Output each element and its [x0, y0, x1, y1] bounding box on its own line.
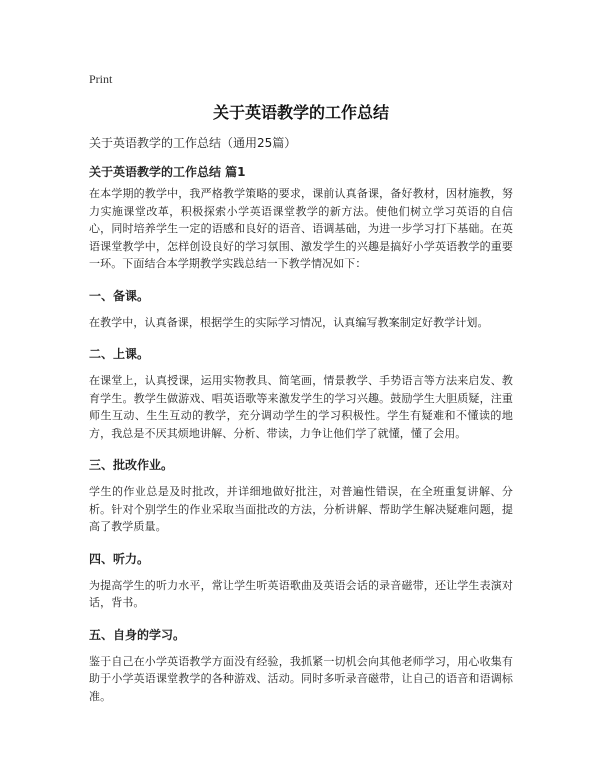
- section-heading-homework: 三、批改作业。: [89, 458, 174, 472]
- document-subtitle: 关于英语教学的工作总结（通用25篇）: [89, 136, 297, 150]
- article-heading: 关于英语教学的工作总结 篇1: [89, 165, 246, 179]
- section-body-self-study: 鉴于自己在小学英语教学方面没有经验，我抓紧一切机会向其他老师学习，用心收集有助于小学英语课堂教学的各种游戏、活动。同时多听录音磁带，让自己的语音和语调标准。: [89, 654, 513, 703]
- section-heading-class: 二、上课。: [89, 347, 150, 361]
- print-label[interactable]: Print: [89, 72, 113, 86]
- section-body-homework: 学生的作业总是及时批改，并详细地做好批注，对普遍性错误，在全班重复讲解、分析。针对个别学生的作业采取当面批改的方法，分析讲解、帮助学生解决疑难问题，提高了教学质量。: [89, 485, 513, 533]
- document-page: [89, 60, 513, 705]
- section-heading-listening: 四、听力。: [89, 551, 150, 566]
- section-heading-self-study: 五、自身的学习。: [89, 627, 186, 642]
- page-title: 关于英语教学的工作总结: [212, 103, 389, 122]
- section-heading-lesson-prep: 一、备课。: [89, 288, 150, 303]
- section-body-class: 在课堂上，认真授课，运用实物教具、简笔画，情景教学、手势语言等方法来启发、教育学生。教学生做游戏、唱英语歌等来激发学生的学习兴趣。鼓励学生大胆质疑，注重师生互动、生生互动的教学，充分调动学生的学习积极性。学生有疑难和不懂读的地方，我总是不厌其烦地讲解、分析、带读，力争让他们学了就懂，懂了会用。: [89, 374, 513, 440]
- section-body-lesson-prep: 在教学中，认真备课，根据学生的实际学习情况，认真编写教案制定好教学计划。: [89, 315, 489, 329]
- section-body-listening: 为提高学生的听力水平，常让学生听英语歌曲及英语会话的录音磁带，还让学生表演对话，背书。: [89, 578, 513, 609]
- intro-paragraph: 在本学期的教学中，我严格教学策略的要求，课前认真备课，备好教材，因材施教，努力实施课堂改革，积极探索小学英语课堂教学的新方法。使他们树立学习英语的自信心，同时培养学生一定的语感和良好的语音、语调基础，为进一步学习打下基础。在英语课堂教学中，怎样创设良好的学习氛围、激发学生的兴趣是搞好小学英语教学的重要一环。下面结合本学期教学实践总结一下教学情况如下：: [89, 187, 513, 270]
